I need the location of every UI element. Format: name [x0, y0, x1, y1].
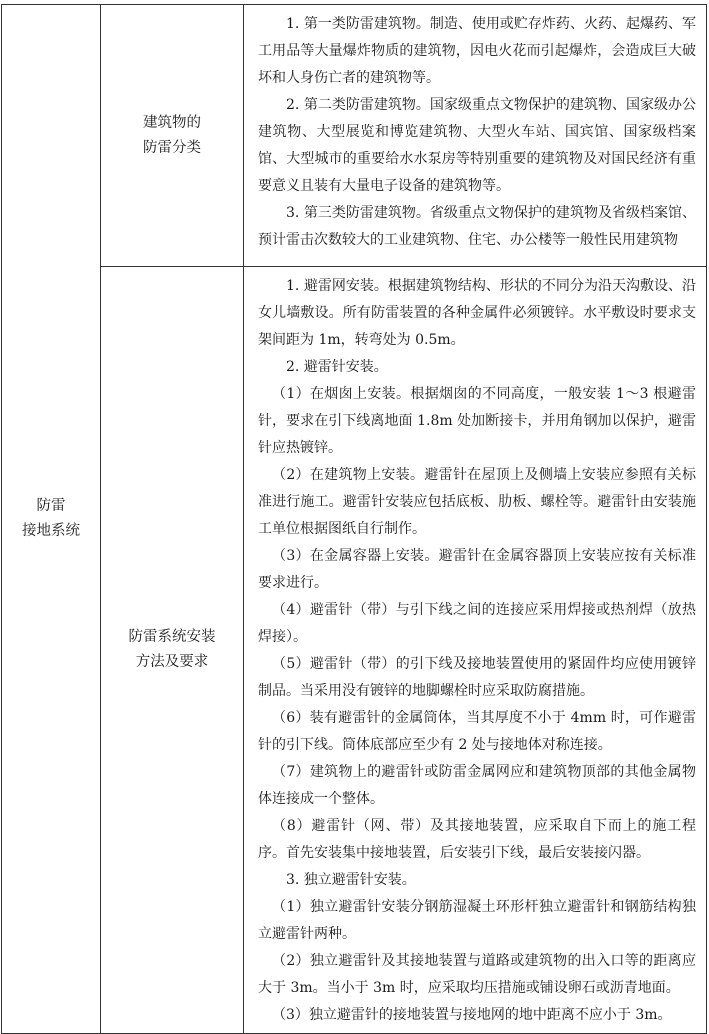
lightning-protection-table — [1, 4, 707, 1034]
paragraph: （2）独立避雷针及其接地装置与道路或建筑物的出入口等的距离应大于 3m。当小于 3m 时，应采取均压措施或铺设卵石或沥青地面。 — [258, 953, 696, 996]
paragraph: 2. 避雷针安装。 — [286, 359, 388, 375]
table-row — [2, 267, 707, 1034]
section-cell — [2, 5, 101, 1034]
installation-content-cell — [244, 267, 707, 1034]
paragraph: （7）建筑物上的避雷针或防雷金属网应和建筑物顶部的其他金属物体连接成一个整体。 — [258, 764, 696, 807]
installation-label-line-2: 方法及要求 — [135, 654, 209, 670]
paragraph: （1）在烟囱上安装。根据烟囱的不同高度，一般安装 1～3 根避雷针，要求在引下线离地面 1.8m 处加断接卡，并用角钢加以保护，避雷针应热镀锌。 — [258, 386, 696, 456]
classification-label-line-2: 防雷分类 — [143, 139, 201, 156]
classification-label-line-1: 建筑物的 — [143, 114, 201, 131]
paragraph: （8）避雷针（网、带）及其接地装置，应采取自下而上的施工程序。首先安装集中接地装置，后安装引下线，最后安装接闪器。 — [258, 818, 696, 861]
classification-content-cell — [244, 5, 707, 267]
paragraph: （6）装有避雷针的金属筒体，当其厚度不小于 4mm 时，可作避雷针的引下线。筒体底部应至少有 2 处与接地体对称连接。 — [258, 710, 696, 753]
paragraph: （1）独立避雷针安装分钢筋湿凝土环形杆独立避雷针和钢筋结构独立避雷针两种。 — [258, 899, 696, 942]
paragraph: 1. 第一类防雷建筑物。制造、使用或贮存炸药、火药、起爆药、军工用品等大量爆炸物质的建筑物，因电火花而引起爆炸，会造成巨大破坏和人身伤亡者的建筑物等。 — [258, 16, 696, 86]
paragraph: 1. 避雷网安装。根据建筑物结构、形状的不同分为沿天沟敷设、沿女儿墙敷设。所有防雷装置的各种金属件必须镀锌。水平敷设时要求支架间距为 1m，转弯处为 0.5m。 — [258, 278, 696, 348]
classification-label-cell — [101, 5, 244, 267]
paragraph: （5）避雷针（带）的引下线及接地装置使用的紧固件均应使用镀锌制品。当采用没有镀锌的地脚螺栓时应采取防腐措施。 — [258, 656, 696, 699]
installation-label-cell — [101, 267, 244, 1034]
paragraph: （4）避雷针（带）与引下线之间的连接应采用焊接或热剂焊（放热焊接）。 — [258, 602, 696, 645]
section-line-1: 防雷 — [36, 498, 66, 514]
paragraph: 2. 第二类防雷建筑物。国家级重点文物保护的建筑物、国家级办公建筑物、大型展览和博览建筑物、大型火车站、国宾馆、国家级档案馆、大型城市的重要给水水泵房等特别重要的建筑物及对国民经济有重要意义且装有大量电子设备的建筑物等。 — [258, 97, 696, 194]
paragraph: （2）在建筑物上安装。避雷针在屋顶上及侧墙上安装应参照有关标准进行施工。避雷针安装应包括底板、肋板、螺栓等。避雷针由安装施工单位根据图纸自行制作。 — [258, 467, 696, 537]
section-line-2: 接地系统 — [22, 523, 80, 539]
paragraph: （3）在金属容器上安装。避雷针在金属容器顶上安装应按有关标准要求进行。 — [258, 548, 696, 591]
installation-label-line-1: 防雷系统安装 — [128, 629, 216, 645]
paragraph: （3）独立避雷针的接地装置与接地网的地中距离不应小于 3m。 — [272, 1007, 672, 1023]
paragraph: 3. 独立避雷针安装。 — [286, 872, 416, 888]
paragraph: 3. 第三类防雷建筑物。省级重点文物保护的建筑物及省级档案馆、预计雷击次数较大的工业建筑物、住宅、办公楼等一般性民用建筑物 — [258, 205, 696, 248]
table-row — [2, 5, 707, 267]
